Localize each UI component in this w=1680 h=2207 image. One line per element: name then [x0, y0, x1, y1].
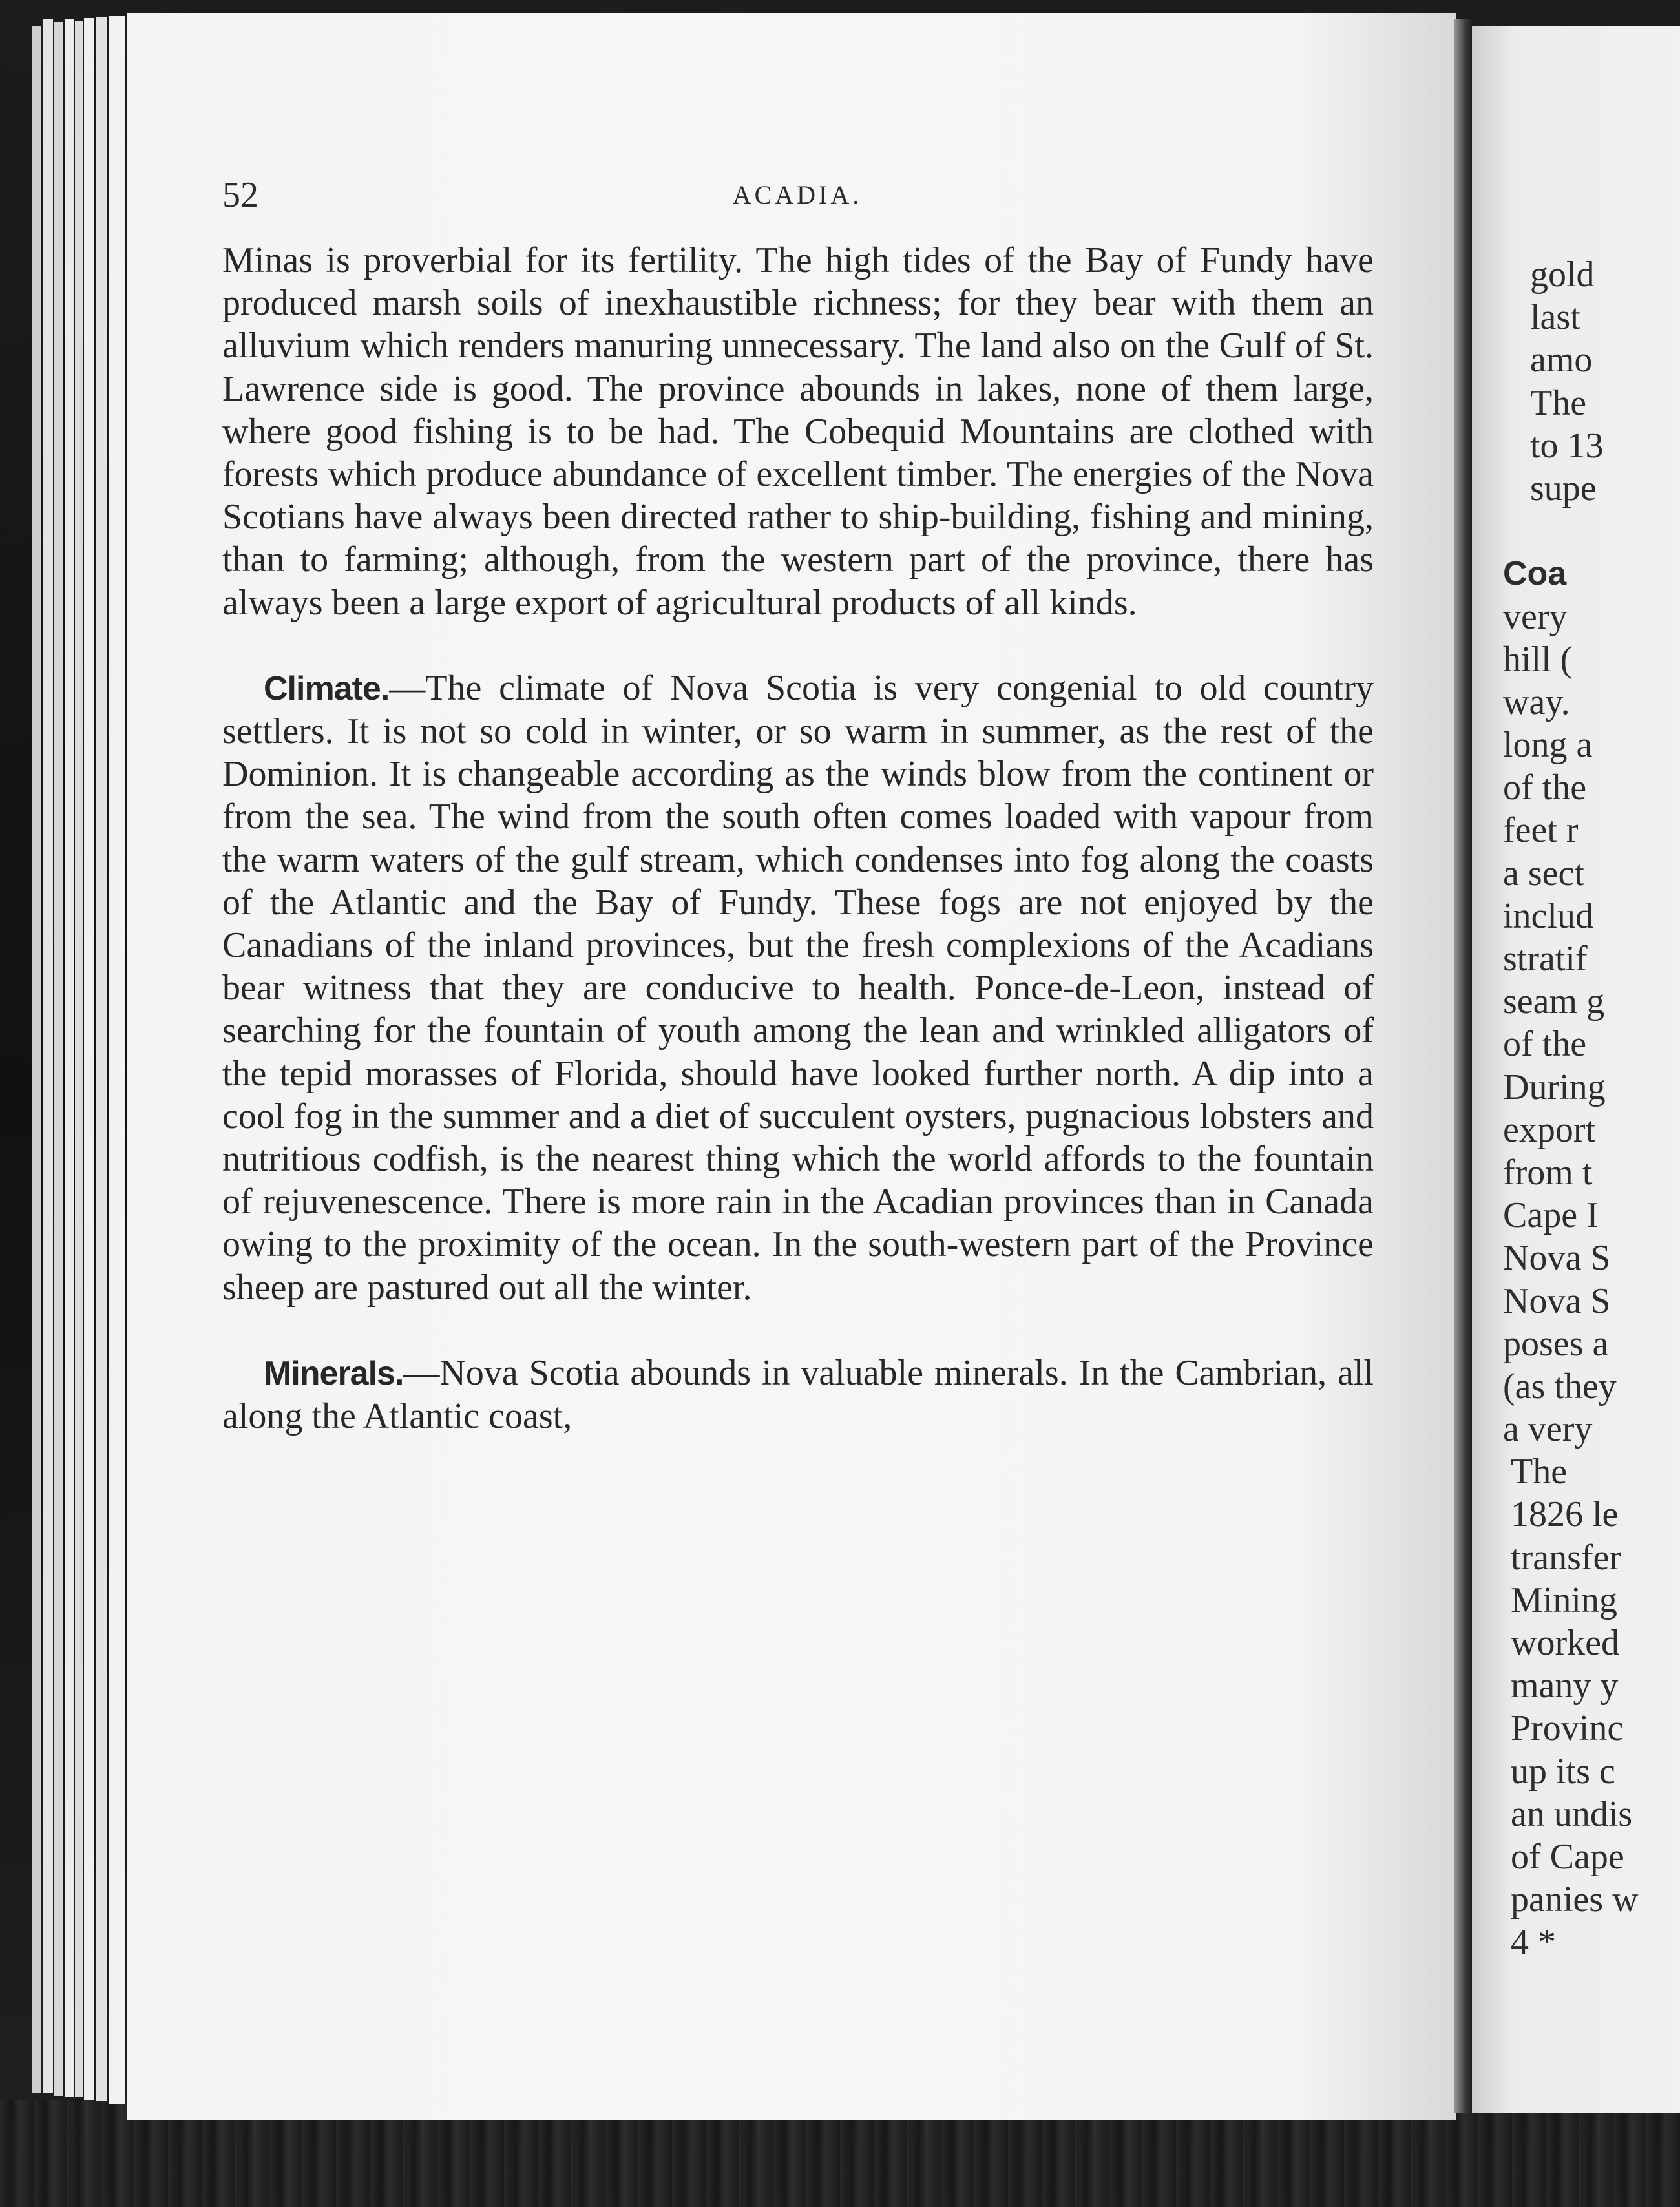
body-text: [222, 239, 1374, 1438]
facing-page-line: includ: [1503, 895, 1593, 936]
page-edge: [65, 19, 74, 2097]
book-gutter: [1454, 19, 1473, 2113]
facing-page-line: The: [1530, 382, 1587, 423]
section-heading-climate: Climate.: [264, 669, 390, 707]
page-edge: [75, 21, 83, 2097]
facing-page-line: a very: [1503, 1409, 1593, 1450]
paragraph-climate: [222, 667, 1374, 1309]
book-page-right: [1472, 26, 1680, 2113]
page-edge: [84, 18, 94, 2100]
facing-page-line: Provinc: [1511, 1708, 1624, 1749]
facing-page-line: worked: [1511, 1623, 1619, 1663]
facing-page-line: Nova S: [1503, 1238, 1611, 1279]
facing-page-line: of the: [1503, 1024, 1587, 1065]
facing-page-line: panies w: [1511, 1879, 1639, 1920]
paragraph-text: —Nova Scotia abounds in valuable minerals. In the Cambrian, all along the Atlantic coast,: [222, 1352, 1374, 1437]
paragraph-text: —The climate of Nova Scotia is very congenial to old country settlers. It is not so cold in winter, or so warm in summer, as the rest of the Dominion. It is changeable according as the winds blow from the continent or from the sea. The wind from the south often comes loaded with vapour from the warm waters of the gulf stream, which condenses into fog along the coasts of the Atlantic and the Bay of Fundy. These fogs are not enjoyed by the Canadians of the inland provinces, but the fresh complexions of the Acadians bear witness that they are conducive to health. Ponce-de-Leon, instead of searching for the fountain of youth among the lean and wrinkled alligators of the tepid morasses of Florida, should have looked further north. A dip into a cool fog in the summer and a diet of succulent oysters, pugnacious lobsters and nutritious codfish, is the nearest thing which the world affords to the fountain of rejuvenescence. There is more rain in the Acadian provinces than in Canada owing to the proximity of the ocean. In the south-western part of the Province sheep are pastured out all the winter.: [222, 667, 1374, 1308]
page-number: 52: [222, 175, 258, 215]
page-edge: [109, 16, 125, 2104]
page-edge: [96, 17, 107, 2101]
facing-page-line: Nova S: [1503, 1281, 1611, 1321]
page-edge: [32, 26, 41, 2093]
facing-page-line: Coa: [1503, 555, 1567, 593]
facing-page-line: (as they: [1503, 1366, 1617, 1407]
facing-page-line: stratif: [1503, 939, 1588, 979]
page-header: [222, 169, 1372, 221]
facing-page-line: very: [1503, 596, 1568, 637]
facing-page-text: [1472, 253, 1680, 1964]
facing-page-line: Cape I: [1503, 1195, 1599, 1236]
facing-page-line: many y: [1511, 1666, 1619, 1706]
facing-page-line: [1472, 510, 1680, 552]
paragraph-minerals: [222, 1352, 1374, 1438]
facing-page-line: an undis: [1511, 1794, 1633, 1834]
facing-page-line: to 13: [1530, 425, 1604, 466]
facing-page-line: During: [1503, 1067, 1606, 1107]
running-title: ACADIA.: [732, 180, 863, 209]
facing-page-line: of the: [1503, 768, 1587, 808]
facing-page-line: hill (: [1503, 639, 1573, 680]
facing-page-line: a sect: [1503, 853, 1584, 894]
facing-page-line: from t: [1503, 1152, 1593, 1193]
facing-page-line: poses a: [1503, 1323, 1609, 1364]
facing-page-line: The: [1511, 1452, 1568, 1492]
facing-page-line: of Cape: [1511, 1836, 1624, 1877]
facing-page-line: way.: [1503, 682, 1570, 722]
facing-page-line: transfer: [1511, 1537, 1622, 1578]
page-edge: [54, 22, 63, 2096]
facing-page-line: last: [1530, 297, 1580, 338]
facing-page-line: long a: [1503, 725, 1593, 766]
facing-page-line: export: [1503, 1109, 1596, 1150]
facing-page-line: supe: [1530, 468, 1597, 508]
facing-page-line: gold: [1530, 255, 1595, 295]
facing-page-line: 1826 le: [1511, 1494, 1619, 1535]
facing-page-line: amo: [1530, 340, 1593, 381]
facing-page-line: feet r: [1503, 810, 1579, 851]
facing-page-line: Mining: [1511, 1580, 1617, 1620]
facing-page-line: up its c: [1511, 1751, 1615, 1792]
section-heading-minerals: Minerals.: [264, 1354, 404, 1392]
facing-page-line: 4 *: [1511, 1922, 1556, 1963]
facing-page-line: seam g: [1503, 981, 1605, 1022]
paragraph-text: Minas is proverbial for its fertility. The high tides of the Bay of Fundy have produced marsh soils of inexhaustible richness; for they bear with them an alluvium which renders manuring unnecessary. The land also on the Gulf of St. Lawrence side is good. The province abounds in lakes, none of them large, where good fishing is to be had. The Cobequid Mountains are clothed with forests which produce abundance of excellent timber. The energies of the Nova Scotians have always been directed rather to ship-building, fishing and mining, than to farming; although, from the western part of the province, there has always been a large export of agricultural products of all kinds.: [222, 240, 1374, 623]
paragraph-fertility: [222, 239, 1374, 624]
page-edge: [43, 19, 53, 2093]
